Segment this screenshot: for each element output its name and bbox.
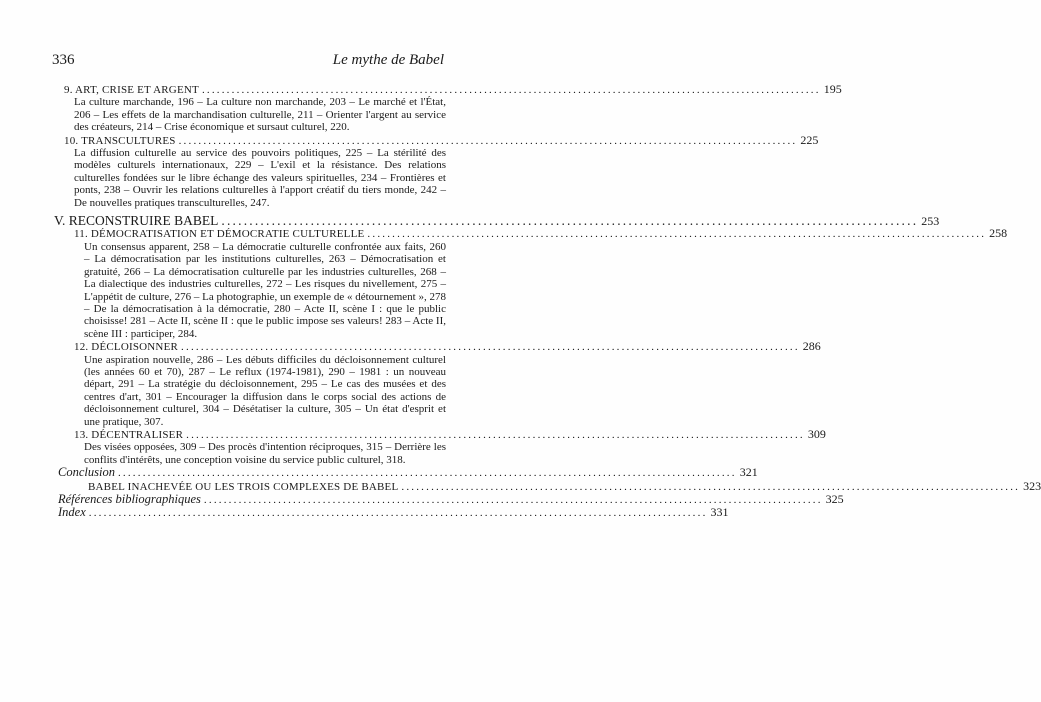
toc-entry-title: Index <box>58 505 86 520</box>
toc-entry-title: 13. DÉCENTRALISER <box>74 428 184 441</box>
toc-entry-chapter-12 <box>54 339 821 428</box>
toc-entry-title: 12. DÉCLOISONNER <box>74 341 179 354</box>
running-title: Le mythe de Babel <box>332 52 444 68</box>
dot-leader: ............................................................................................................................. <box>201 84 821 96</box>
toc-entry-page: 331 <box>710 505 729 520</box>
table-of-contents <box>54 82 1041 520</box>
toc-entry-conclusion <box>54 465 758 480</box>
toc-entry-page: 325 <box>825 492 844 506</box>
toc-entry-page: 258 <box>989 226 1008 241</box>
toc-entry-page: 195 <box>823 82 842 96</box>
toc-entry-title: 9. ART, CRISE ET ARGENT <box>64 84 199 96</box>
toc-entry-title: 10. TRANSCULTURES <box>64 134 176 147</box>
toc-entry-title: BABEL INACHEVÉE OU LES TROIS COMPLEXES DE BABEL <box>88 480 399 493</box>
toc-entry-description: Une aspiration nouvelle, 286 – Les débuts difficiles du décloisonnement culturel (les années 60 et 70), 287 – Le reflux (1974-1981), 290 – 1981 : un nouveau départ, 291 – La stratégie du décloisonnement, 295 – Le cas des musées et des centres d'art, 301 – Encourager la diffusion dans le corps social des actions de décloisonnement culturel, 304 – Désétatiser la culture, 305 – Un état d'esprit et une pratique, 307. <box>84 353 446 428</box>
toc-entry-description: La diffusion culturelle au service des pouvoirs politiques, 225 – La stérilité des modèles culturels internationaux, 229 – L'exil et la résistance. Des relations culturelles fondées sur le libre échange des valeurs spirituelles, 234 – Frontières et ponts, 238 – Ouvrir les relations culturelles à l'apport créatif du tiers monde, 242 – De nouvelles pratiques transculturelles, 247. <box>74 147 446 209</box>
toc-entry-babel-inachevee <box>54 478 1041 493</box>
toc-entry-chapter-10 <box>54 132 819 209</box>
toc-entry-page: 321 <box>739 465 758 480</box>
toc-entry-title: Conclusion <box>58 465 115 480</box>
toc-entry-page: 309 <box>807 426 826 441</box>
toc-part-title: V. RECONSTRUIRE BABEL <box>54 213 219 229</box>
toc-entry-description: Un consensus apparent, 258 – La démocratie culturelle confrontée aux faits, 260 – La démocratisation par les institutions culturelles, 263 – Démocratisation et gratuité, 266 – La démocratisation culturelle par les industries culturelles, 268 – La dialectique des industries culturelles, 272 – Les risques du nivellement, 275 – L'appétit de culture, 276 – La photographie, un exemple de « détournement », 278 – De la démocratisation à la démocratie, 280 – Acte II, scène I : que le public choisisse! 281 – Acte II, scène II : que le public impose ses valeurs! 283 – Acte II, scène III : participer, 284. <box>84 240 446 340</box>
toc-entry-page: 286 <box>802 339 821 354</box>
toc-entry-chapter-13 <box>54 426 826 466</box>
toc-entry-page: 225 <box>800 132 819 147</box>
toc-entry-references <box>54 492 844 506</box>
dot-leader: ............................................................................................................................. <box>203 494 823 506</box>
toc-entry-page: 323 <box>1023 478 1041 493</box>
toc-entry-chapter-9 <box>54 82 842 134</box>
dot-leader: ............................................................................................................................. <box>117 467 737 480</box>
toc-entry-title: 11. DÉMOCRATISATION ET DÉMOCRATIE CULTURELLE <box>74 228 365 241</box>
toc-entry-chapter-11 <box>54 226 1008 340</box>
toc-entry-description: La culture marchande, 196 – La culture non marchande, 203 – Le marché et l'État, 206 – Les effets de la marchandisation culturelle, 211 – Orienter l'argent au service des créateurs, 214 – Crise économique et sursaut culturel, 220. <box>74 96 446 134</box>
dot-leader: ............................................................................................................................. <box>178 134 798 147</box>
toc-entry-index <box>54 505 729 520</box>
dot-leader: ............................................................................................................................. <box>88 507 708 520</box>
toc-entry-description: Des visées opposées, 309 – Des procès d'intention réciproques, 315 – Derrière les conflits d'intérêts, une conception voisine du service public culturel, 318. <box>84 441 446 466</box>
dot-leader: ............................................................................................................................. <box>401 480 1021 493</box>
dot-leader: ............................................................................................................................. <box>186 428 805 441</box>
dot-leader: ............................................................................................................................. <box>367 228 987 241</box>
toc-entry-page: 253 <box>921 214 940 229</box>
dot-leader: ............................................................................................................................. <box>181 341 800 354</box>
toc-entry-title: Références bibliographiques <box>58 492 201 506</box>
toc-entry-part-5 <box>54 213 940 229</box>
page-number: 336 <box>52 52 75 68</box>
dot-leader: ............................................................................................................................. <box>221 213 919 229</box>
